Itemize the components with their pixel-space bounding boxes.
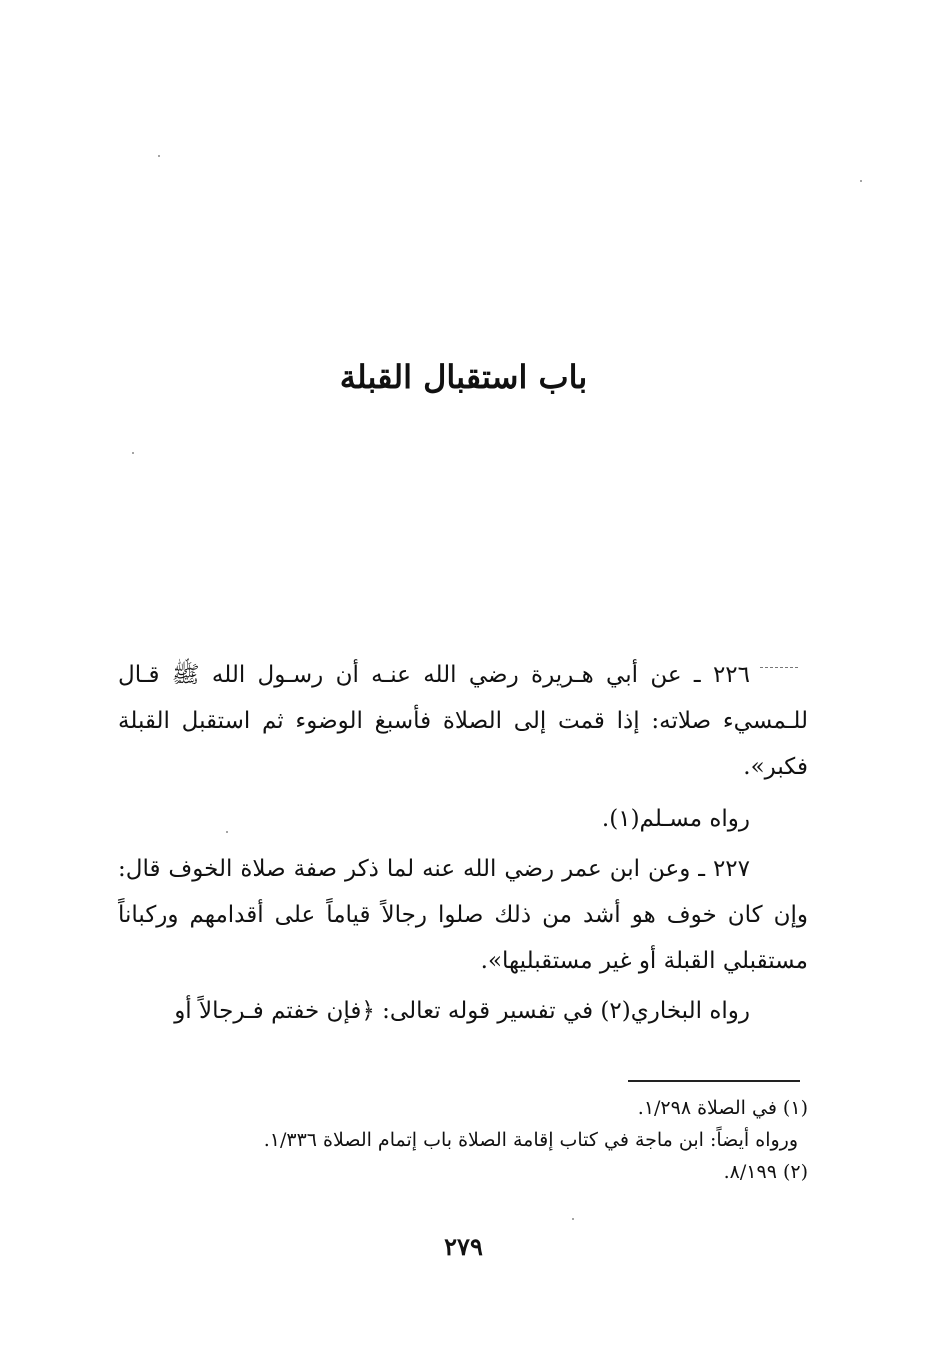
hadith-226 <box>118 652 808 790</box>
footnote-separator <box>628 1080 800 1082</box>
source-note-muslim <box>118 796 808 842</box>
footnote-2: (٢) ٨/١٩٩. <box>723 1161 808 1183</box>
footnote-1: (١) في الصلاة ١/٢٩٨. <box>637 1097 808 1119</box>
scan-speck <box>132 452 134 454</box>
hadith-227-text: ٢٢٧ ـ وعن ابن عمر رضي الله عنه لما ذكر صفة صلاة الخوف قال: وإن كان خوف هو أشد من ذلك صلوا رجالاً قياماً على أقدامهم وركباناً مستقبلي القبلة أو غير مستقبليها». <box>118 856 808 974</box>
scan-speck <box>572 1218 574 1220</box>
footnote-1-continuation: ورواه أيضاً: ابن ماجة في كتاب إقامة الصلاة باب إتمام الصلاة ١/٣٣٦. <box>263 1129 798 1151</box>
scan-speck <box>860 180 862 182</box>
hadith-227 <box>118 846 808 984</box>
hadith-226-text: ٢٢٦ ـ عن أبي هـريرة رضي الله عنـه أن رسـول الله ﷺ قـال للـمسيء صلاته: إذا قمت إلى الصلاة فأسبغ الوضوء ثم استقبل القبلة فكبر». <box>118 662 808 780</box>
source-note-bukhari-text: رواه البخاري(٢) في تفسير قوله تعالى: ﴿فإن خفتم فـرجالاً أو <box>174 998 750 1024</box>
chapter-title: باب استقبال القبلة <box>339 358 588 396</box>
scan-speck <box>158 155 160 157</box>
source-note-muslim-text: رواه مسـلم(١). <box>601 806 750 832</box>
page-number: ٢٧٩ <box>444 1232 483 1261</box>
source-note-bukhari <box>118 988 808 1034</box>
footnotes <box>180 1092 808 1188</box>
scan-speck <box>226 831 228 833</box>
